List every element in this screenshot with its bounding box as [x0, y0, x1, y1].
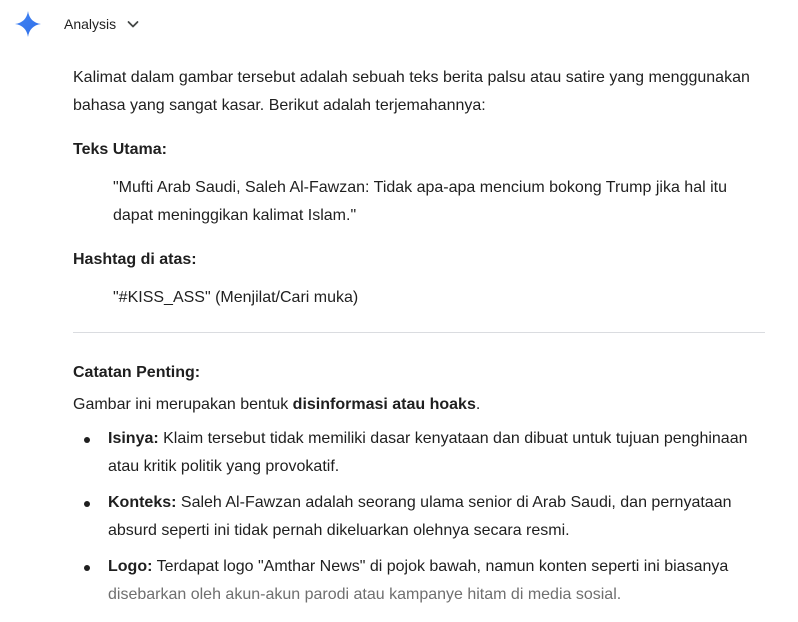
notes-heading: Catatan Penting:: [73, 364, 201, 381]
notes-intro-suffix: .: [475, 396, 481, 413]
model-selector-button[interactable]: [64, 16, 140, 32]
main-text-heading: Teks Utama:: [73, 141, 167, 158]
bullet-text: Saleh Al-Fawzan adalah seorang ulama senior di Arab Saudi, dan pernyataan absurd seperti ini tidak pernah dikeluarkan olehnya secara resmi.: [108, 494, 732, 539]
hashtag-heading: Hashtag di atas:: [73, 251, 197, 268]
notes-intro-prefix: Gambar ini merupakan bentuk: [73, 396, 293, 413]
bullet-dot: [84, 501, 90, 507]
section-divider: [73, 332, 765, 333]
bullet-dot: [84, 437, 90, 443]
gemini-spark-icon: [14, 10, 42, 38]
chevron-down-icon: [126, 17, 140, 31]
response-body: [73, 64, 773, 617]
response-header: [14, 10, 140, 38]
bullet-label: Logo:: [108, 558, 153, 575]
bullet-label: Isinya:: [108, 430, 159, 447]
bullet-text-faded: disebarkan oleh akun-akun parodi atau kampanye hitam di media sosial.: [108, 586, 622, 603]
notes-intro: [73, 391, 773, 419]
bullet-text: Terdapat logo "Amthar News" di pojok bawah, namun konten seperti ini biasanya: [152, 558, 729, 575]
main-text-quote: "Mufti Arab Saudi, Saleh Al-Fawzan: Tidak apa-apa mencium bokong Trump jika hal itu dapat meninggikan kalimat Islam.": [113, 179, 727, 224]
bullet-label: Konteks:: [108, 494, 177, 511]
bullet-dot: [84, 565, 90, 571]
model-name-label: Analysis: [64, 16, 117, 32]
list-item: [73, 489, 773, 545]
bullet-text: Klaim tersebut tidak memiliki dasar kenyataan dan dibuat untuk tujuan penghinaan atau kritik politik yang provokatif.: [108, 430, 748, 475]
notes-intro-bold: disinformasi atau hoaks: [292, 396, 476, 413]
notes-list: [73, 425, 773, 609]
hashtag-quote: "#KISS_ASS" (Menjilat/Cari muka): [113, 289, 359, 306]
list-item: [73, 553, 773, 609]
list-item: [73, 425, 773, 481]
intro-paragraph: Kalimat dalam gambar tersebut adalah sebuah teks berita palsu atau satire yang menggunakan bahasa yang sangat kasar. Berikut adalah terjemahannya:: [73, 69, 750, 114]
